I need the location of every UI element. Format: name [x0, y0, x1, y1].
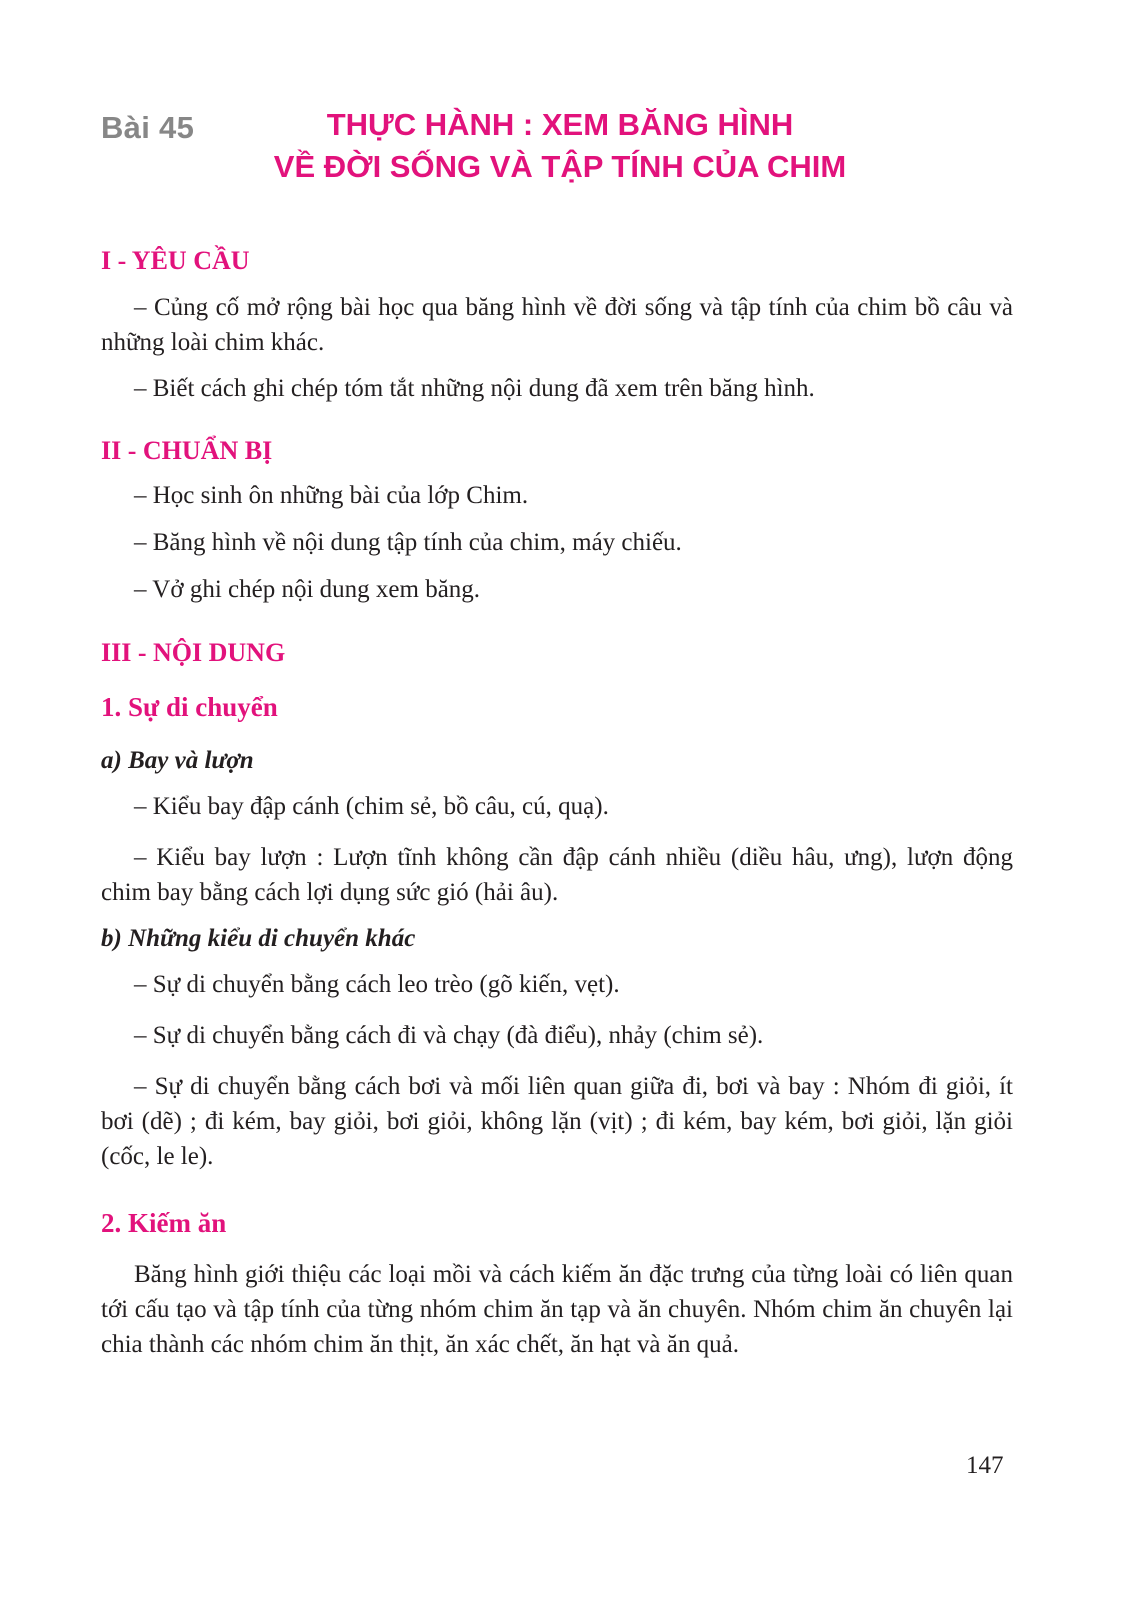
list-item: – Học sinh ôn những bài của lớp Chim.	[134, 482, 529, 509]
list-item: – Băng hình về nội dung tập tính của chim, máy chiếu.	[134, 529, 682, 556]
section-heading-requirements: I - YÊU CẦU	[101, 246, 250, 275]
lesson-number: Bài 45	[101, 110, 195, 145]
subsection-heading-movement: 1. Sự di chuyển	[101, 692, 278, 722]
lesson-title-line-2: VỀ ĐỜI SỐNG VÀ TẬP TÍNH CỦA CHIM	[273, 149, 847, 184]
list-item: – Sự di chuyển bằng cách bơi và mối liên quan giữa đi, bơi và bay : Nhóm đi giỏi, ít bơi (dẽ) ; đi kém, bay giỏi, bơi giỏi, không lặn (vịt) ; đi kém, bay kém, bơi giỏi, lặn giỏi (cốc, le le).	[101, 1073, 1013, 1170]
lesson-header	[0, 104, 1134, 214]
list-item: – Vở ghi chép nội dung xem băng.	[134, 576, 481, 603]
list-item: – Kiểu bay lượn : Lượn tĩnh không cần đập cánh nhiều (diều hâu, ưng), lượn động chim bay bằng cách lợi dụng sức gió (hải âu).	[101, 844, 1013, 906]
lesson-title	[190, 104, 930, 188]
subsubsection-heading-flying: a) Bay và lượn	[101, 747, 254, 774]
list-item: – Sự di chuyển bằng cách leo trèo (gõ kiến, vẹt).	[134, 971, 620, 998]
paragraph: Băng hình giới thiệu các loại mồi và cách kiếm ăn đặc trưng của từng loài có liên quan tới cấu tạo và tập tính của từng nhóm chim ăn tạp và ăn chuyên. Nhóm chim ăn chuyên lại chia thành các nhóm chim ăn thịt, ăn xác chết, ăn hạt và ăn quả.	[101, 1261, 1013, 1358]
page-content	[101, 240, 1013, 1362]
list-item: – Sự di chuyển bằng cách đi và chạy (đà điểu), nhảy (chim sẻ).	[134, 1022, 764, 1049]
list-item: – Biết cách ghi chép tóm tắt những nội dung đã xem trên băng hình.	[134, 375, 815, 402]
page-number: 147	[966, 1452, 1004, 1479]
list-item: – Củng cố mở rộng bài học qua băng hình về đời sống và tập tính của chim bồ câu và những loài chim khác.	[101, 294, 1013, 356]
subsubsection-heading-other-movement: b) Những kiểu di chuyển khác	[101, 925, 416, 952]
list-item: – Kiểu bay đập cánh (chim sẻ, bồ câu, cú, quạ).	[134, 793, 609, 820]
section-heading-preparation: II - CHUẨN BỊ	[101, 436, 273, 465]
lesson-title-line-1: THỰC HÀNH : XEM BĂNG HÌNH	[326, 107, 794, 142]
section-heading-content: III - NỘI DUNG	[101, 638, 286, 667]
subsection-heading-feeding: 2. Kiếm ăn	[101, 1208, 227, 1238]
